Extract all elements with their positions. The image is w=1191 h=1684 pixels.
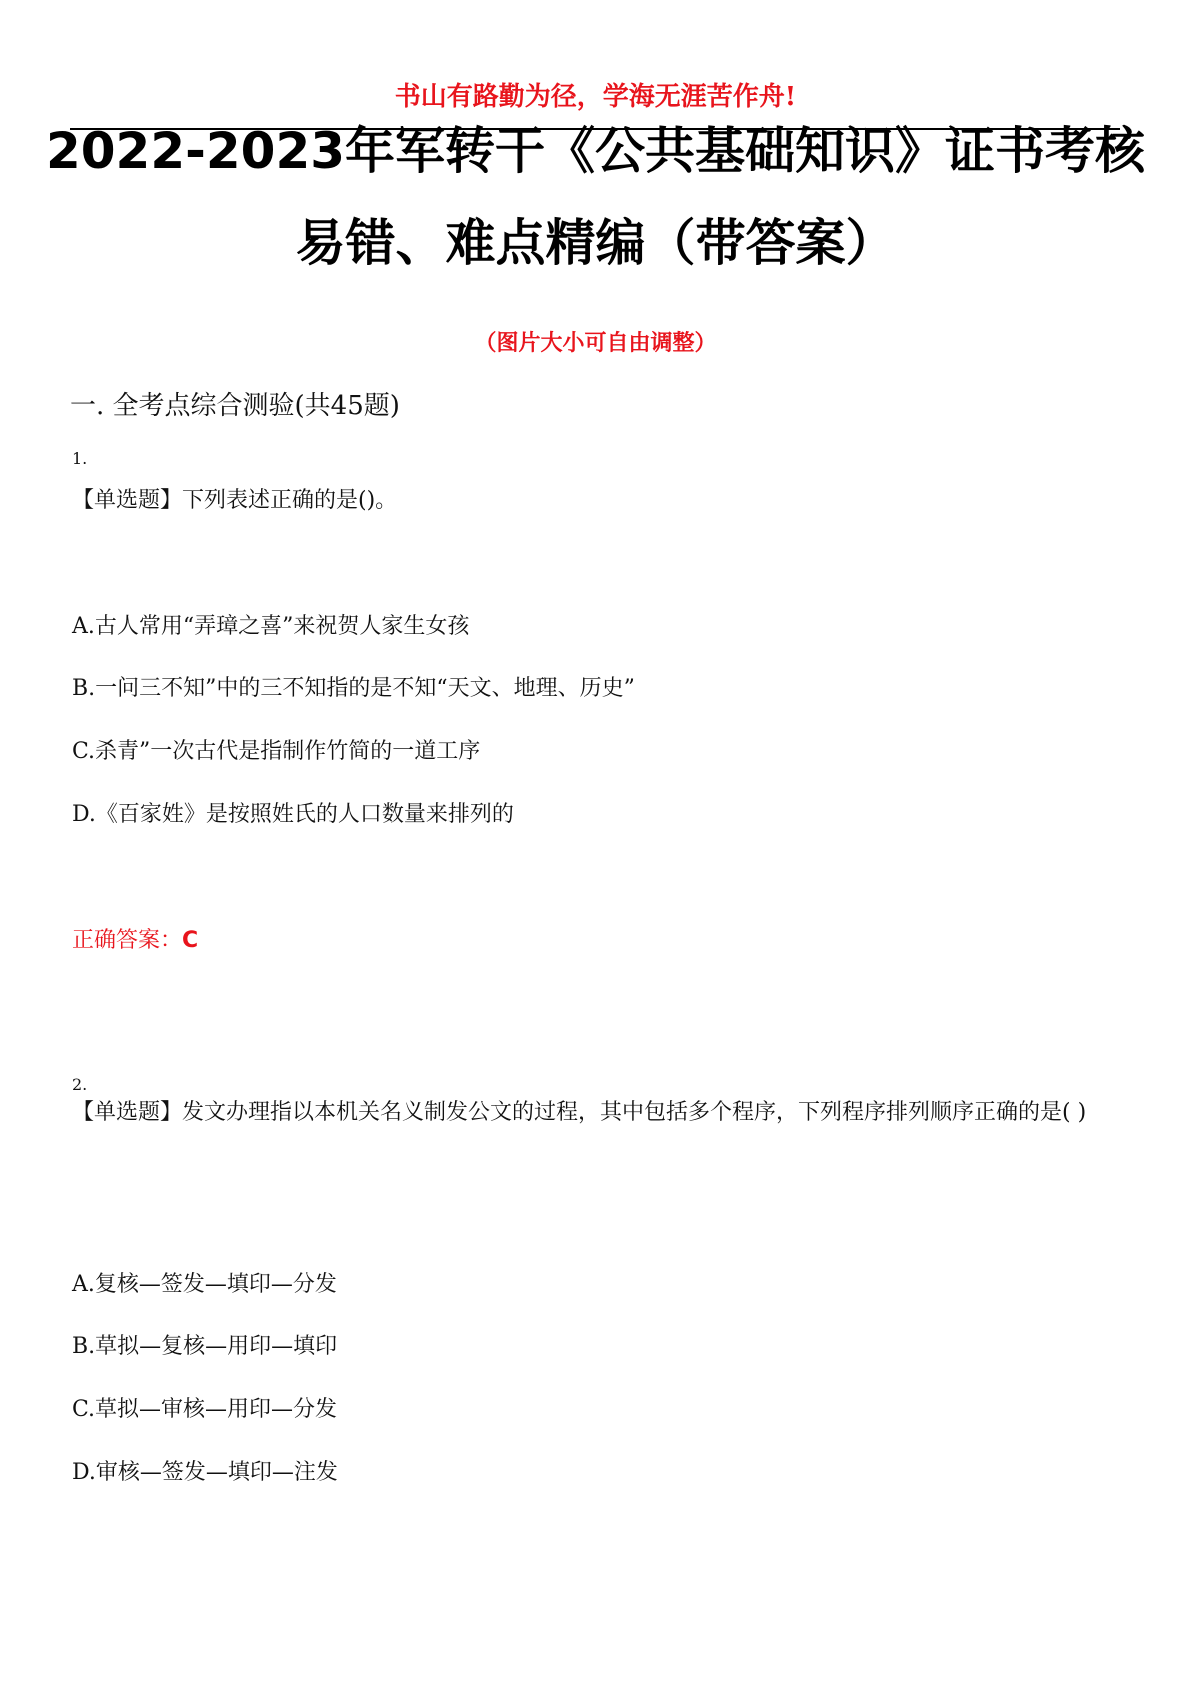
document-title-line-2: 易错、难点精编（带答案） [295, 214, 896, 272]
answer-value: C [182, 928, 199, 953]
question-2-number: 2. [72, 1075, 88, 1094]
question-2-option-b: B.草拟—复核—用印—填印 [72, 1334, 338, 1359]
document-title-line-1: 2022-2023年军转干《公共基础知识》证书考核 [45, 122, 1146, 180]
image-size-note: （图片大小可自由调整） [474, 330, 717, 356]
question-1-option-d: D.《百家姓》是按照姓氏的人口数量来排列的 [72, 802, 514, 827]
question-1-option-c: C.杀青”一次古代是指制作竹简的一道工序 [72, 739, 481, 764]
question-1-answer [72, 926, 198, 956]
question-2-option-c: C.草拟—审核—用印—分发 [72, 1397, 338, 1422]
question-1-option-a: A.古人常用“弄璋之喜”来祝贺人家生女孩 [72, 614, 470, 639]
question-1-number: 1. [72, 449, 88, 468]
section-heading: 一. 全考点综合测验(共45题) [70, 391, 400, 421]
question-1-stem: 【单选题】下列表述正确的是()。 [72, 488, 398, 513]
question-2-stem: 【单选题】发文办理指以本机关名义制发公文的过程，其中包括多个程序，下列程序排列顺序正确的是( ) [72, 1100, 1087, 1125]
question-2-option-d: D.审核—签发—填印—注发 [72, 1460, 338, 1485]
question-1-option-b: B.一问三不知”中的三不知指的是不知“天文、地理、历史” [72, 676, 635, 701]
answer-label: 正确答案： [72, 928, 183, 953]
question-2-option-a: A.复核—签发—填印—分发 [72, 1272, 337, 1297]
motto-header: 书山有路勤为径，学海无涯苦作舟! [394, 82, 797, 112]
